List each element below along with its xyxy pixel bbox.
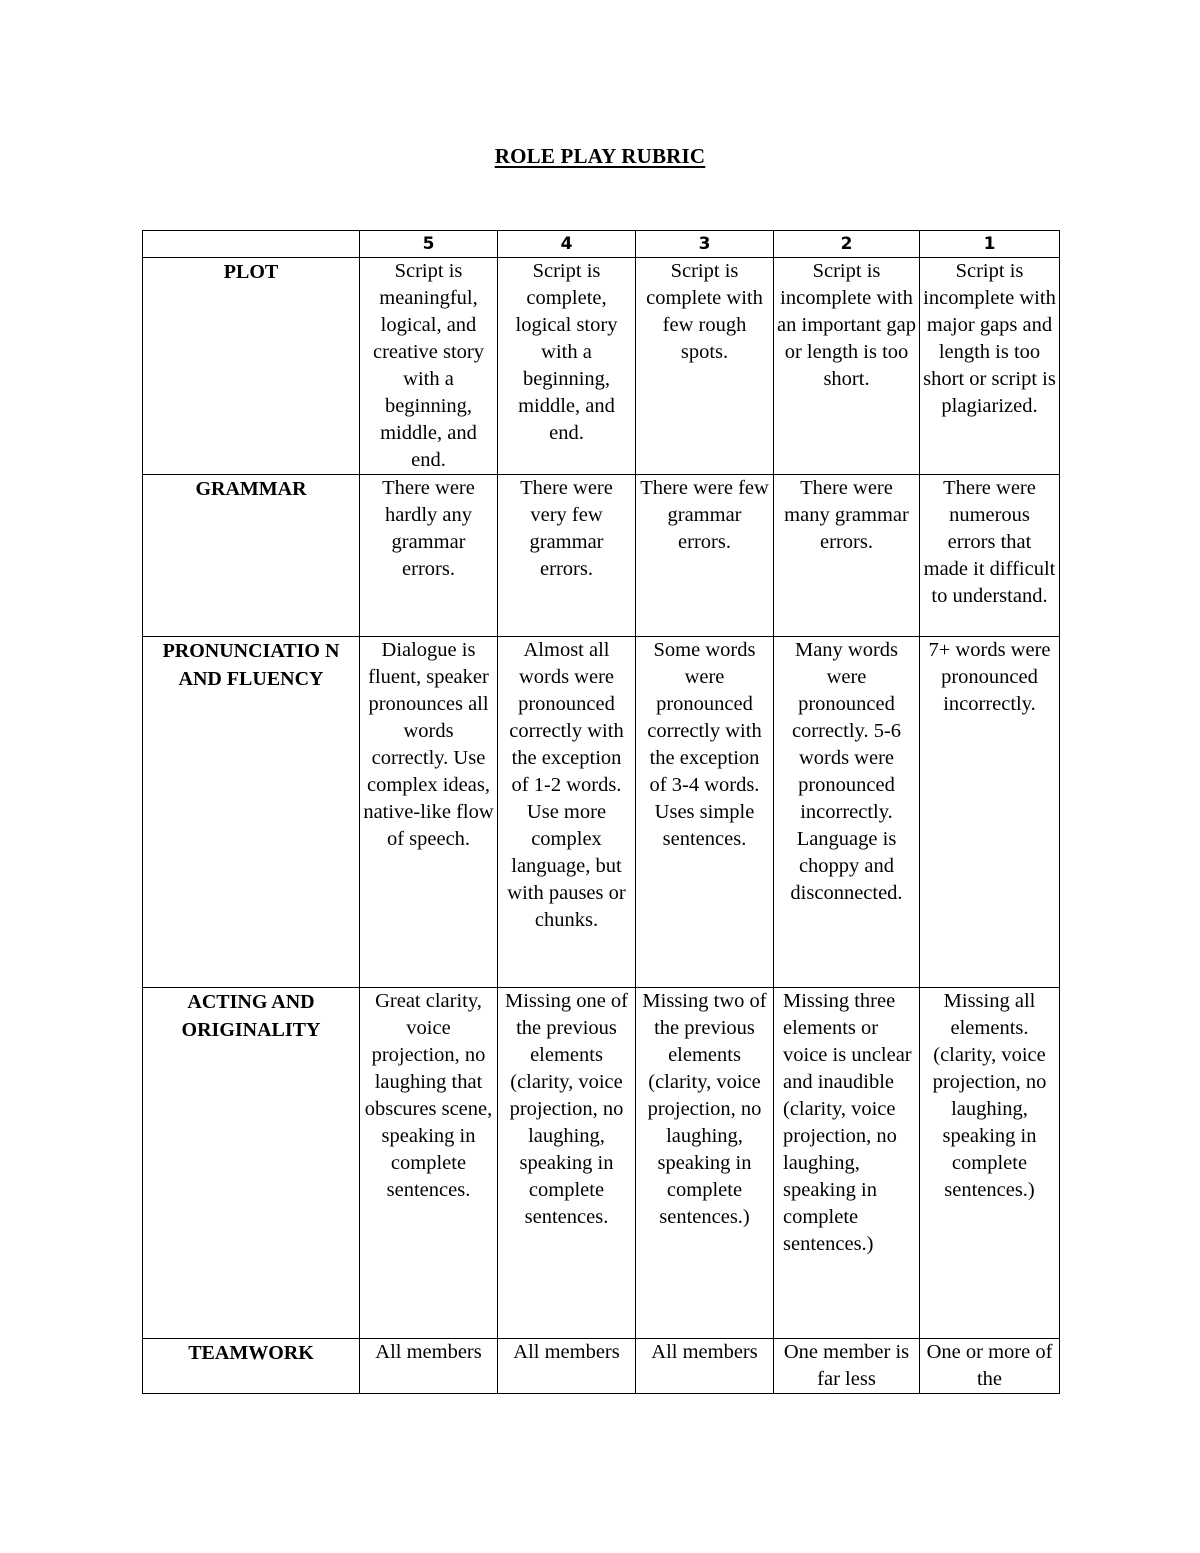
table-row-pronunciation-fluency [143, 637, 1060, 988]
rubric-cell: Script is complete with few rough spots. [636, 258, 774, 475]
rubric-cell: Script is complete, logical story with a beginning, middle, and end. [498, 258, 636, 475]
rubric-cell: Many words were pronounced correctly. 5-6 words were pronounced incorrectly. Language is choppy and disconnected. [774, 637, 920, 988]
header-cell-score-1: 1 [920, 231, 1060, 258]
rubric-cell: There were many grammar errors. [774, 475, 920, 637]
criterion-label: ACTING AND ORIGINALITY [143, 988, 360, 1339]
rubric-cell: There were numerous errors that made it difficult to understand. [920, 475, 1060, 637]
rubric-cell: All members [360, 1339, 498, 1394]
rubric-table [142, 230, 1060, 1394]
rubric-cell: Missing two of the previous elements (clarity, voice projection, no laughing, speaking in complete sentences.) [636, 988, 774, 1339]
rubric-cell: 7+ words were pronounced incorrectly. [920, 637, 1060, 988]
criterion-label: PLOT [143, 258, 360, 475]
document-title: ROLE PLAY RUBRIC [494, 144, 706, 168]
header-cell-criterion [143, 231, 360, 258]
rubric-cell: Great clarity, voice projection, no laughing that obscures scene, speaking in complete sentences. [360, 988, 498, 1339]
table-row-grammar [143, 475, 1060, 637]
rubric-cell: There were hardly any grammar errors. [360, 475, 498, 637]
rubric-cell: Missing all elements. (clarity, voice projection, no laughing, speaking in complete sentences.) [920, 988, 1060, 1339]
criterion-label: PRONUNCIATIO N AND FLUENCY [143, 637, 360, 988]
criterion-label: GRAMMAR [143, 475, 360, 637]
rubric-cell: There were few grammar errors. [636, 475, 774, 637]
header-cell-score-5: 5 [360, 231, 498, 258]
rubric-cell: Dialogue is fluent, speaker pronounces all words correctly. Use complex ideas, native-like flow of speech. [360, 637, 498, 988]
header-cell-score-2: 2 [774, 231, 920, 258]
criterion-label: TEAMWORK [143, 1339, 360, 1394]
rubric-cell: Some words were pronounced correctly with the exception of 3-4 words. Uses simple sentences. [636, 637, 774, 988]
rubric-cell: Almost all words were pronounced correctly with the exception of 1-2 words. Use more complex language, but with pauses or chunks. [498, 637, 636, 988]
header-row [143, 231, 1060, 258]
rubric-cell: Script is incomplete with an important gap or length is too short. [774, 258, 920, 475]
rubric-cell: All members [498, 1339, 636, 1394]
rubric-cell: One member is far less [774, 1339, 920, 1394]
rubric-cell: There were very few grammar errors. [498, 475, 636, 637]
header-cell-score-3: 3 [636, 231, 774, 258]
rubric-cell: Script is meaningful, logical, and creative story with a beginning, middle, and end. [360, 258, 498, 475]
rubric-cell: Missing one of the previous elements (clarity, voice projection, no laughing, speaking in complete sentences. [498, 988, 636, 1339]
table-row-teamwork [143, 1339, 1060, 1394]
header-cell-score-4: 4 [498, 231, 636, 258]
rubric-cell: Missing three elements or voice is unclear and inaudible (clarity, voice projection, no laughing, speaking in complete sentences.) [774, 988, 920, 1339]
table-row-plot [143, 258, 1060, 475]
rubric-cell: All members [636, 1339, 774, 1394]
table-row-acting-originality [143, 988, 1060, 1339]
rubric-cell: Script is incomplete with major gaps and length is too short or script is plagiarized. [920, 258, 1060, 475]
rubric-cell: One or more of the [920, 1339, 1060, 1394]
